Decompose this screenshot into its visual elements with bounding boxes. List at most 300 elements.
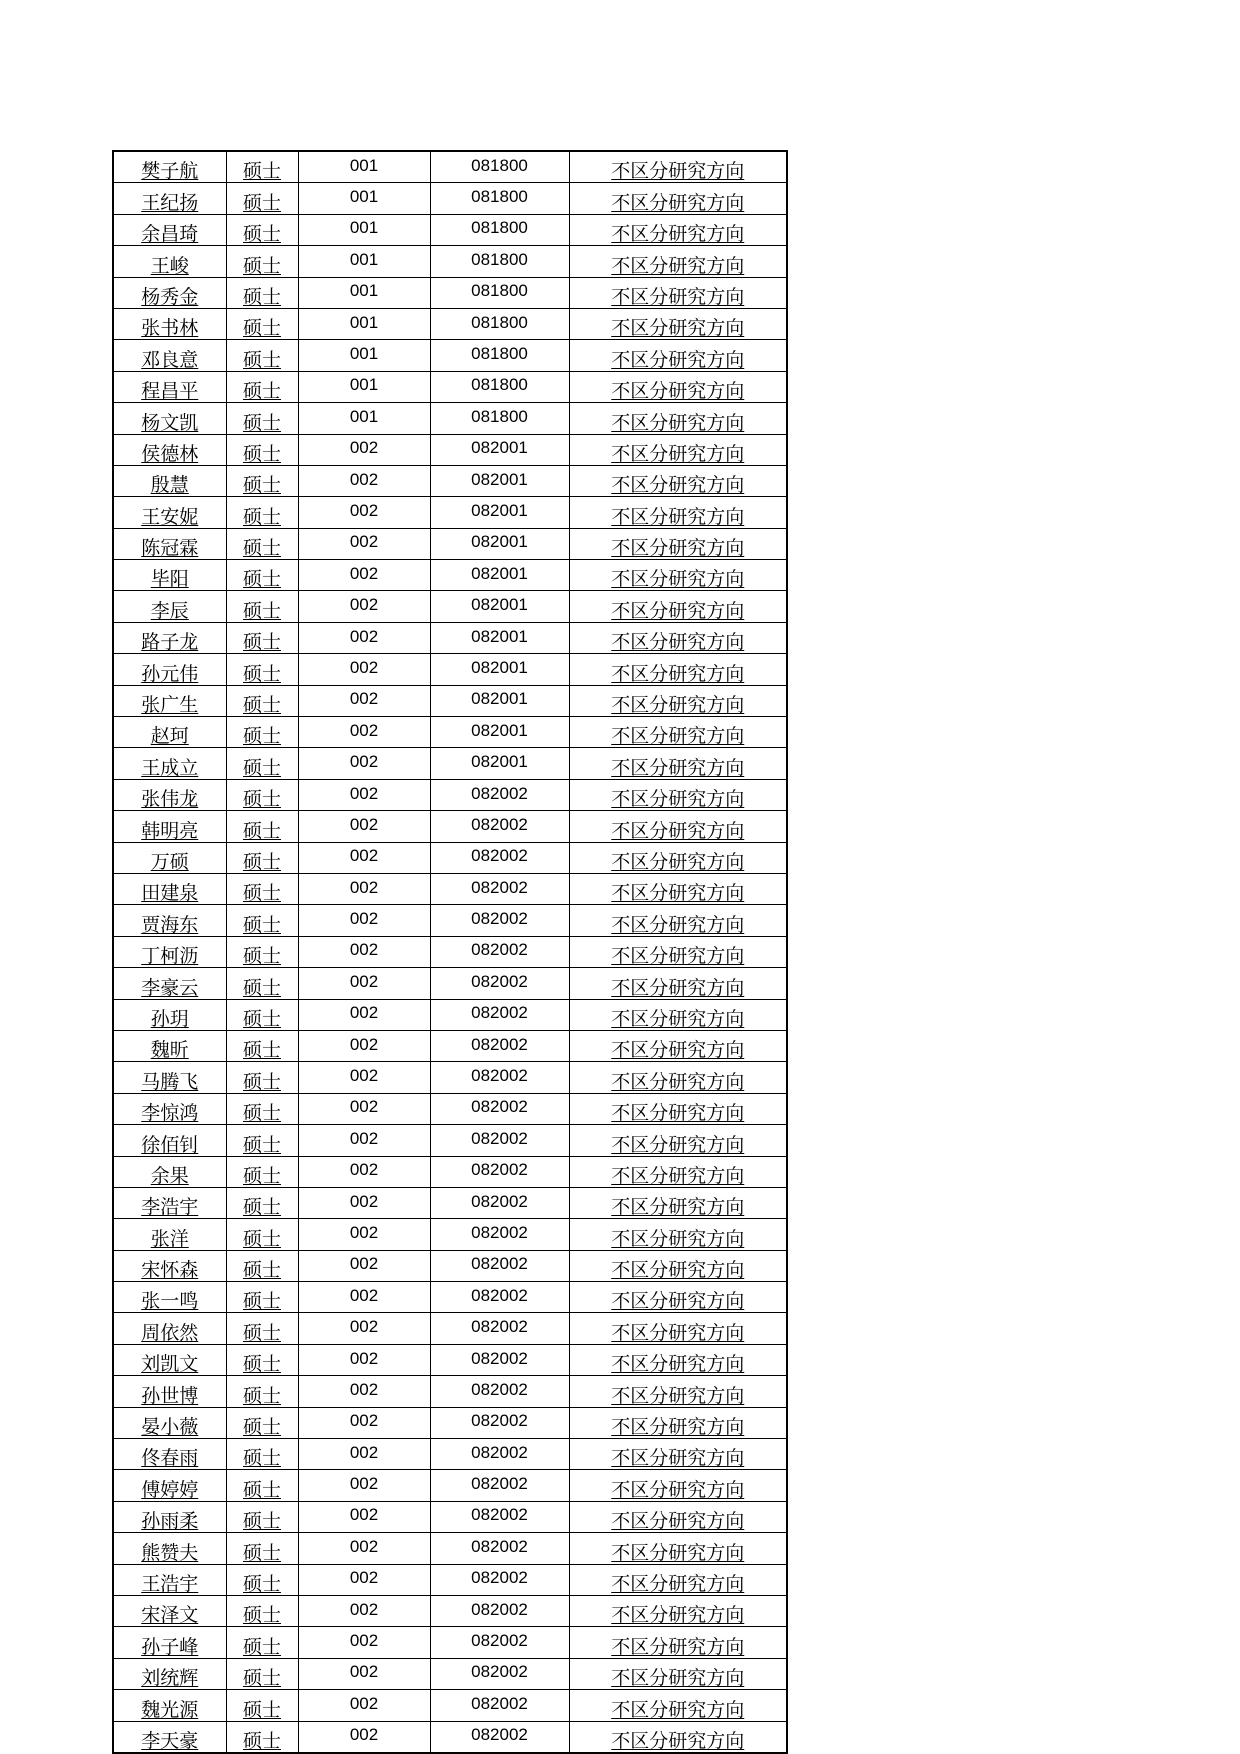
cell-degree bbox=[226, 968, 298, 999]
cell-degree bbox=[226, 1501, 298, 1532]
cell-direction bbox=[569, 622, 787, 653]
cell-name-text: 杨秀金 bbox=[141, 285, 199, 308]
cell-direction-text: 不区分研究方向 bbox=[611, 285, 745, 308]
cell-major-code bbox=[430, 1690, 569, 1721]
cell-dept-code bbox=[298, 308, 430, 339]
cell-direction bbox=[569, 905, 787, 936]
cell-direction-text: 不区分研究方向 bbox=[611, 725, 745, 748]
cell-name bbox=[113, 591, 226, 622]
cell-direction bbox=[569, 842, 787, 873]
cell-direction bbox=[569, 1313, 787, 1344]
cell-major-code-text: 082001 bbox=[471, 563, 528, 583]
cell-dept-code bbox=[298, 1125, 430, 1156]
cell-dept-code bbox=[298, 622, 430, 653]
cell-major-code-text: 082001 bbox=[471, 438, 528, 458]
cell-degree bbox=[226, 403, 298, 434]
cell-major-code bbox=[430, 465, 569, 496]
cell-name-text: 万硕 bbox=[150, 850, 189, 873]
cell-name-text: 孙雨柔 bbox=[141, 1510, 199, 1533]
cell-degree-text: 硕士 bbox=[242, 1039, 281, 1062]
cell-degree bbox=[226, 936, 298, 967]
cell-direction-text: 不区分研究方向 bbox=[611, 1133, 745, 1156]
cell-major-code-text: 082002 bbox=[471, 1505, 528, 1525]
table-row bbox=[113, 434, 787, 465]
cell-major-code-text: 082002 bbox=[471, 1097, 528, 1117]
cell-name-text: 宋泽文 bbox=[141, 1604, 199, 1627]
table-row bbox=[113, 1470, 787, 1501]
cell-dept-code bbox=[298, 371, 430, 402]
cell-major-code bbox=[430, 560, 569, 591]
cell-name bbox=[113, 936, 226, 967]
cell-degree-text: 硕士 bbox=[242, 191, 281, 214]
cell-direction bbox=[569, 1187, 787, 1218]
cell-major-code bbox=[430, 968, 569, 999]
cell-direction bbox=[569, 246, 787, 277]
cell-degree bbox=[226, 1344, 298, 1375]
cell-major-code bbox=[430, 1658, 569, 1689]
cell-dept-code-text: 002 bbox=[349, 1034, 379, 1054]
cell-major-code bbox=[430, 1093, 569, 1124]
cell-degree bbox=[226, 1219, 298, 1250]
cell-dept-code-text: 002 bbox=[349, 877, 379, 897]
table-row bbox=[113, 1627, 787, 1658]
cell-name bbox=[113, 748, 226, 779]
cell-dept-code-text: 002 bbox=[349, 595, 379, 615]
cell-dept-code-text: 002 bbox=[349, 1474, 379, 1494]
table-row bbox=[113, 1030, 787, 1061]
cell-degree-text: 硕士 bbox=[242, 882, 281, 905]
cell-name bbox=[113, 1156, 226, 1187]
cell-major-code-text: 082001 bbox=[471, 657, 528, 677]
cell-direction bbox=[569, 1501, 787, 1532]
cell-direction-text: 不区分研究方向 bbox=[611, 1007, 745, 1030]
cell-name bbox=[113, 1595, 226, 1626]
cell-dept-code bbox=[298, 1595, 430, 1626]
cell-direction bbox=[569, 1690, 787, 1721]
table-row bbox=[113, 1501, 787, 1532]
cell-name bbox=[113, 1062, 226, 1093]
cell-direction-text: 不区分研究方向 bbox=[611, 1729, 745, 1752]
cell-name-text: 徐佰钊 bbox=[141, 1133, 199, 1156]
cell-dept-code-text: 001 bbox=[349, 375, 379, 395]
cell-name-text: 魏光源 bbox=[141, 1698, 199, 1721]
cell-dept-code-text: 002 bbox=[349, 752, 379, 772]
cell-dept-code bbox=[298, 465, 430, 496]
table-row bbox=[113, 1690, 787, 1721]
cell-name-text: 魏昕 bbox=[150, 1039, 189, 1062]
cell-direction-text: 不区分研究方向 bbox=[611, 756, 745, 779]
cell-direction-text: 不区分研究方向 bbox=[611, 1321, 745, 1344]
cell-dept-code-text: 002 bbox=[349, 1693, 379, 1713]
table-row bbox=[113, 1533, 787, 1564]
cell-degree bbox=[226, 246, 298, 277]
cell-degree-text: 硕士 bbox=[242, 442, 281, 465]
cell-name-text: 孙元伟 bbox=[141, 662, 199, 685]
cell-degree-text: 硕士 bbox=[242, 1384, 281, 1407]
cell-name bbox=[113, 1627, 226, 1658]
cell-name bbox=[113, 497, 226, 528]
cell-dept-code-text: 002 bbox=[349, 563, 379, 583]
table-row bbox=[113, 371, 787, 402]
cell-degree-text: 硕士 bbox=[242, 474, 281, 497]
cell-degree bbox=[226, 1376, 298, 1407]
cell-major-code bbox=[430, 1627, 569, 1658]
cell-name-text: 程昌平 bbox=[141, 380, 199, 403]
cell-degree-text: 硕士 bbox=[242, 1102, 281, 1125]
cell-dept-code bbox=[298, 214, 430, 245]
cell-direction-text: 不区分研究方向 bbox=[611, 1259, 745, 1282]
cell-name bbox=[113, 1030, 226, 1061]
cell-name bbox=[113, 1313, 226, 1344]
cell-dept-code bbox=[298, 434, 430, 465]
cell-direction bbox=[569, 1470, 787, 1501]
cell-dept-code bbox=[298, 654, 430, 685]
cell-dept-code-text: 002 bbox=[349, 438, 379, 458]
cell-direction bbox=[569, 873, 787, 904]
cell-dept-code-text: 002 bbox=[349, 720, 379, 740]
table-row bbox=[113, 748, 787, 779]
cell-major-code-text: 082002 bbox=[471, 1379, 528, 1399]
cell-major-code-text: 082002 bbox=[471, 1693, 528, 1713]
cell-name bbox=[113, 1439, 226, 1470]
cell-major-code-text: 082002 bbox=[471, 1254, 528, 1274]
table-row bbox=[113, 1344, 787, 1375]
cell-direction bbox=[569, 685, 787, 716]
cell-major-code bbox=[430, 1595, 569, 1626]
cell-name-text: 邓良意 bbox=[141, 348, 199, 371]
table-row bbox=[113, 1376, 787, 1407]
cell-degree bbox=[226, 1721, 298, 1753]
cell-direction-text: 不区分研究方向 bbox=[611, 1039, 745, 1062]
cell-major-code-text: 081800 bbox=[471, 312, 528, 332]
cell-degree bbox=[226, 1313, 298, 1344]
table-row bbox=[113, 1250, 787, 1281]
cell-direction bbox=[569, 1156, 787, 1187]
cell-dept-code-text: 002 bbox=[349, 1285, 379, 1305]
cell-major-code bbox=[430, 1721, 569, 1753]
cell-major-code-text: 082002 bbox=[471, 909, 528, 929]
cell-name bbox=[113, 1690, 226, 1721]
cell-direction-text: 不区分研究方向 bbox=[611, 694, 745, 717]
cell-dept-code-text: 002 bbox=[349, 1411, 379, 1431]
table-row bbox=[113, 246, 787, 277]
cell-major-code-text: 081800 bbox=[471, 155, 528, 175]
cell-degree-text: 硕士 bbox=[242, 850, 281, 873]
cell-major-code bbox=[430, 873, 569, 904]
cell-major-code bbox=[430, 214, 569, 245]
cell-dept-code-text: 002 bbox=[349, 909, 379, 929]
cell-degree bbox=[226, 685, 298, 716]
cell-direction-text: 不区分研究方向 bbox=[611, 442, 745, 465]
cell-direction-text: 不区分研究方向 bbox=[611, 662, 745, 685]
cell-dept-code-text: 002 bbox=[349, 1317, 379, 1337]
cell-dept-code bbox=[298, 1439, 430, 1470]
cell-major-code bbox=[430, 308, 569, 339]
cell-dept-code-text: 002 bbox=[349, 783, 379, 803]
cell-name-text: 陈冠霖 bbox=[141, 537, 199, 560]
cell-degree-text: 硕士 bbox=[242, 411, 281, 434]
cell-name bbox=[113, 1407, 226, 1438]
cell-dept-code bbox=[298, 1470, 430, 1501]
cell-major-code-text: 082001 bbox=[471, 720, 528, 740]
cell-degree bbox=[226, 183, 298, 214]
cell-major-code bbox=[430, 1501, 569, 1532]
cell-direction bbox=[569, 1219, 787, 1250]
cell-dept-code bbox=[298, 560, 430, 591]
cell-major-code-text: 082001 bbox=[471, 595, 528, 615]
cell-dept-code-text: 002 bbox=[349, 1442, 379, 1462]
cell-dept-code-text: 002 bbox=[349, 1725, 379, 1745]
cell-dept-code-text: 002 bbox=[349, 814, 379, 834]
cell-name-text: 田建泉 bbox=[141, 882, 199, 905]
cell-name-text: 毕阳 bbox=[150, 568, 189, 591]
cell-degree-text: 硕士 bbox=[242, 756, 281, 779]
cell-degree bbox=[226, 1564, 298, 1595]
cell-name-text: 张书林 bbox=[141, 317, 199, 340]
cell-direction bbox=[569, 1125, 787, 1156]
cell-major-code bbox=[430, 497, 569, 528]
cell-degree bbox=[226, 873, 298, 904]
cell-major-code bbox=[430, 371, 569, 402]
cell-direction-text: 不区分研究方向 bbox=[611, 882, 745, 905]
cell-name-text: 杨文凯 bbox=[141, 411, 199, 434]
cell-degree bbox=[226, 1470, 298, 1501]
cell-dept-code bbox=[298, 246, 430, 277]
cell-dept-code-text: 002 bbox=[349, 1631, 379, 1651]
cell-name bbox=[113, 1470, 226, 1501]
cell-degree bbox=[226, 1690, 298, 1721]
cell-degree-text: 硕士 bbox=[242, 1541, 281, 1564]
table-row bbox=[113, 1282, 787, 1313]
cell-name-text: 路子龙 bbox=[141, 631, 199, 654]
cell-dept-code-text: 001 bbox=[349, 281, 379, 301]
cell-dept-code-text: 001 bbox=[349, 187, 379, 207]
cell-dept-code bbox=[298, 1376, 430, 1407]
cell-degree-text: 硕士 bbox=[242, 599, 281, 622]
cell-major-code bbox=[430, 1282, 569, 1313]
cell-direction bbox=[569, 1250, 787, 1281]
table-row bbox=[113, 308, 787, 339]
cell-major-code bbox=[430, 277, 569, 308]
cell-name-text: 张广生 bbox=[141, 694, 199, 717]
cell-major-code-text: 082002 bbox=[471, 1568, 528, 1588]
cell-direction bbox=[569, 151, 787, 183]
table-row bbox=[113, 968, 787, 999]
cell-direction bbox=[569, 968, 787, 999]
cell-dept-code-text: 002 bbox=[349, 971, 379, 991]
cell-name-text: 王安妮 bbox=[141, 505, 199, 528]
cell-degree-text: 硕士 bbox=[242, 1416, 281, 1439]
cell-name bbox=[113, 685, 226, 716]
cell-degree bbox=[226, 214, 298, 245]
cell-name bbox=[113, 1219, 226, 1250]
cell-name-text: 李辰 bbox=[150, 599, 189, 622]
cell-major-code-text: 082002 bbox=[471, 1191, 528, 1211]
cell-direction bbox=[569, 371, 787, 402]
table-row bbox=[113, 1407, 787, 1438]
cell-major-code-text: 081800 bbox=[471, 281, 528, 301]
cell-major-code-text: 082002 bbox=[471, 1725, 528, 1745]
cell-dept-code-text: 002 bbox=[349, 1191, 379, 1211]
table-row bbox=[113, 151, 787, 183]
cell-dept-code bbox=[298, 1533, 430, 1564]
cell-degree bbox=[226, 1407, 298, 1438]
cell-dept-code bbox=[298, 1721, 430, 1753]
cell-direction-text: 不区分研究方向 bbox=[611, 1604, 745, 1627]
cell-major-code-text: 082001 bbox=[471, 626, 528, 646]
table-row bbox=[113, 528, 787, 559]
cell-direction bbox=[569, 1407, 787, 1438]
cell-degree bbox=[226, 654, 298, 685]
cell-degree-text: 硕士 bbox=[242, 788, 281, 811]
cell-major-code bbox=[430, 246, 569, 277]
cell-major-code-text: 081800 bbox=[471, 375, 528, 395]
cell-degree-text: 硕士 bbox=[242, 976, 281, 999]
cell-major-code bbox=[430, 999, 569, 1030]
cell-degree-text: 硕士 bbox=[242, 1447, 281, 1470]
cell-direction-text: 不区分研究方向 bbox=[611, 850, 745, 873]
cell-direction-text: 不区分研究方向 bbox=[611, 1698, 745, 1721]
cell-dept-code-text: 002 bbox=[349, 1536, 379, 1556]
table-row bbox=[113, 183, 787, 214]
cell-direction bbox=[569, 748, 787, 779]
cell-degree-text: 硕士 bbox=[242, 1478, 281, 1501]
cell-direction-text: 不区分研究方向 bbox=[611, 1070, 745, 1093]
cell-major-code bbox=[430, 528, 569, 559]
cell-name bbox=[113, 811, 226, 842]
cell-name-text: 宋怀森 bbox=[141, 1259, 199, 1282]
cell-name bbox=[113, 528, 226, 559]
cell-degree-text: 硕士 bbox=[242, 913, 281, 936]
cell-name bbox=[113, 214, 226, 245]
cell-major-code-text: 082002 bbox=[471, 1348, 528, 1368]
cell-direction bbox=[569, 936, 787, 967]
cell-direction-text: 不区分研究方向 bbox=[611, 1353, 745, 1376]
cell-name bbox=[113, 1093, 226, 1124]
cell-direction bbox=[569, 1062, 787, 1093]
table-row bbox=[113, 1187, 787, 1218]
cell-major-code bbox=[430, 1156, 569, 1187]
cell-degree-text: 硕士 bbox=[242, 160, 281, 183]
cell-major-code bbox=[430, 905, 569, 936]
cell-major-code bbox=[430, 591, 569, 622]
cell-major-code bbox=[430, 685, 569, 716]
cell-direction-text: 不区分研究方向 bbox=[611, 599, 745, 622]
cell-dept-code-text: 001 bbox=[349, 155, 379, 175]
cell-dept-code-text: 001 bbox=[349, 218, 379, 238]
table-row bbox=[113, 936, 787, 967]
table-row bbox=[113, 1658, 787, 1689]
cell-major-code bbox=[430, 1376, 569, 1407]
cell-name bbox=[113, 183, 226, 214]
cell-direction bbox=[569, 1721, 787, 1753]
cell-degree-text: 硕士 bbox=[242, 568, 281, 591]
cell-major-code-text: 082001 bbox=[471, 469, 528, 489]
cell-name-text: 刘统辉 bbox=[141, 1667, 199, 1690]
cell-dept-code-text: 001 bbox=[349, 406, 379, 426]
cell-direction-text: 不区分研究方向 bbox=[611, 160, 745, 183]
cell-direction-text: 不区分研究方向 bbox=[611, 474, 745, 497]
table-row bbox=[113, 842, 787, 873]
cell-degree bbox=[226, 434, 298, 465]
cell-name bbox=[113, 1721, 226, 1753]
cell-direction bbox=[569, 1093, 787, 1124]
cell-direction-text: 不区分研究方向 bbox=[611, 537, 745, 560]
cell-direction-text: 不区分研究方向 bbox=[611, 1102, 745, 1125]
cell-name-text: 韩明亮 bbox=[141, 819, 199, 842]
cell-degree bbox=[226, 1595, 298, 1626]
cell-major-code bbox=[430, 183, 569, 214]
table-row bbox=[113, 1439, 787, 1470]
cell-dept-code-text: 002 bbox=[349, 532, 379, 552]
cell-dept-code bbox=[298, 151, 430, 183]
cell-dept-code-text: 002 bbox=[349, 1348, 379, 1368]
cell-direction-text: 不区分研究方向 bbox=[611, 1164, 745, 1187]
cell-dept-code-text: 001 bbox=[349, 312, 379, 332]
cell-dept-code-text: 002 bbox=[349, 1066, 379, 1086]
cell-name-text: 殷慧 bbox=[150, 474, 189, 497]
cell-dept-code-text: 002 bbox=[349, 1505, 379, 1525]
cell-degree bbox=[226, 905, 298, 936]
table-row bbox=[113, 1721, 787, 1753]
cell-dept-code-text: 002 bbox=[349, 689, 379, 709]
cell-dept-code bbox=[298, 1093, 430, 1124]
cell-name-text: 孙世博 bbox=[141, 1384, 199, 1407]
cell-major-code-text: 082002 bbox=[471, 971, 528, 991]
cell-name-text: 张伟龙 bbox=[141, 788, 199, 811]
cell-direction-text: 不区分研究方向 bbox=[611, 976, 745, 999]
cell-degree bbox=[226, 1156, 298, 1187]
table-row bbox=[113, 873, 787, 904]
cell-direction-text: 不区分研究方向 bbox=[611, 380, 745, 403]
cell-name-text: 周依然 bbox=[141, 1321, 199, 1344]
cell-name bbox=[113, 1533, 226, 1564]
cell-degree-text: 硕士 bbox=[242, 285, 281, 308]
cell-major-code-text: 082002 bbox=[471, 1474, 528, 1494]
cell-name-text: 丁柯沥 bbox=[141, 945, 199, 968]
cell-name-text: 李天豪 bbox=[141, 1729, 199, 1752]
cell-major-code-text: 082002 bbox=[471, 1599, 528, 1619]
cell-name bbox=[113, 842, 226, 873]
cell-dept-code-text: 002 bbox=[349, 1128, 379, 1148]
cell-name-text: 张洋 bbox=[150, 1227, 189, 1250]
cell-direction-text: 不区分研究方向 bbox=[611, 1510, 745, 1533]
table-row bbox=[113, 560, 787, 591]
cell-major-code-text: 082001 bbox=[471, 752, 528, 772]
cell-name-text: 孙子峰 bbox=[141, 1635, 199, 1658]
cell-degree bbox=[226, 277, 298, 308]
cell-degree bbox=[226, 1062, 298, 1093]
cell-name-text: 熊赞夫 bbox=[141, 1541, 199, 1564]
cell-direction-text: 不区分研究方向 bbox=[611, 317, 745, 340]
cell-name bbox=[113, 1376, 226, 1407]
cell-dept-code bbox=[298, 717, 430, 748]
cell-major-code-text: 082002 bbox=[471, 1003, 528, 1023]
cell-major-code bbox=[430, 1533, 569, 1564]
cell-name-text: 王峻 bbox=[150, 254, 189, 277]
cell-dept-code-text: 002 bbox=[349, 626, 379, 646]
cell-direction bbox=[569, 1595, 787, 1626]
cell-degree-text: 硕士 bbox=[242, 631, 281, 654]
table-row bbox=[113, 277, 787, 308]
cell-direction bbox=[569, 497, 787, 528]
cell-major-code bbox=[430, 1250, 569, 1281]
cell-dept-code-text: 002 bbox=[349, 1568, 379, 1588]
cell-direction bbox=[569, 214, 787, 245]
cell-dept-code bbox=[298, 1062, 430, 1093]
table-row bbox=[113, 811, 787, 842]
cell-name-text: 贾海东 bbox=[141, 913, 199, 936]
